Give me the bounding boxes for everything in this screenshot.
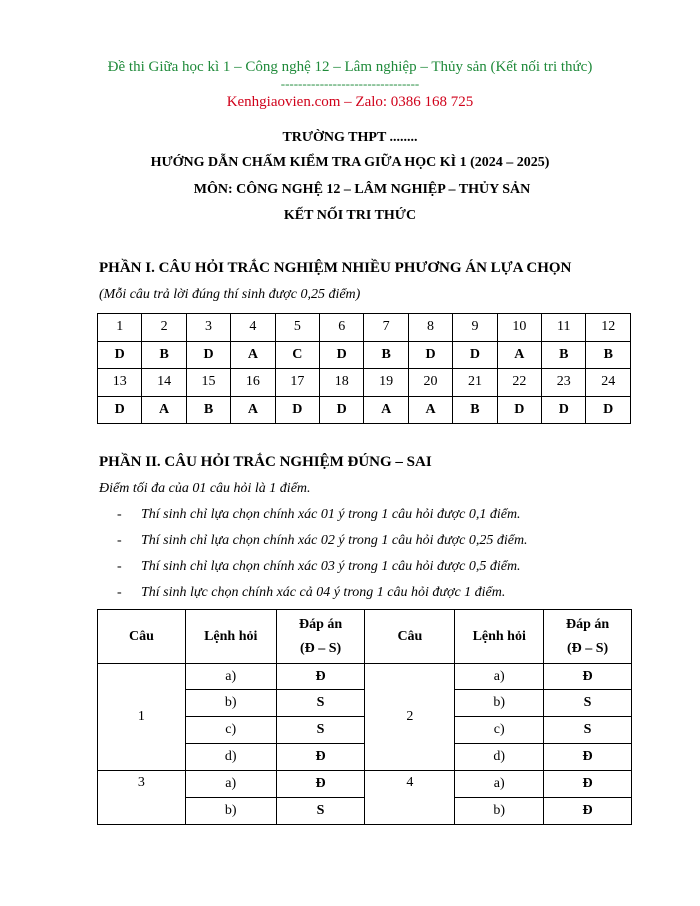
item-answer: S <box>276 798 365 825</box>
table-cell: 1 <box>98 314 142 342</box>
table-cell: D <box>586 396 631 424</box>
table-cell: D <box>98 396 142 424</box>
table-cell: D <box>320 341 364 369</box>
table-cell: 12 <box>586 314 631 342</box>
table-cell: 21 <box>453 369 497 397</box>
doc-header-title: Đề thi Giữa học kì 1 – Công nghệ 12 – Lâm nghiệp – Thủy sản (Kết nối tri thức) <box>107 59 593 75</box>
table-cell: 19 <box>364 369 408 397</box>
part2-answer-table <box>97 609 632 825</box>
item-label: b) <box>185 798 276 825</box>
table-cell: 13 <box>98 369 142 397</box>
item-label: a) <box>455 771 544 798</box>
question-number: 1 <box>98 664 186 771</box>
item-answer: Đ <box>544 744 632 771</box>
rule-item: Thí sinh chỉ lựa chọn chính xác 02 ý trong 1 câu hỏi được 0,25 điểm. <box>141 533 528 548</box>
table-cell: 15 <box>186 369 230 397</box>
table-row <box>98 396 631 424</box>
item-label: a) <box>185 664 276 690</box>
col-header-lenh-hoi: Lệnh hỏi <box>455 610 544 664</box>
guide-heading: HƯỚNG DẪN CHẤM KIỂM TRA GIỮA HỌC KÌ 1 (2024 – 2025) <box>150 155 550 170</box>
item-label: d) <box>455 744 544 771</box>
table-cell: 16 <box>231 369 275 397</box>
table-cell: 11 <box>542 314 586 342</box>
table-cell: 24 <box>586 369 631 397</box>
item-answer: S <box>544 717 632 744</box>
table-cell: B <box>586 341 631 369</box>
question-number: 3 <box>98 771 186 825</box>
item-label: b) <box>185 690 276 717</box>
dap-an-label: Đáp án <box>298 616 343 632</box>
table-cell: B <box>142 341 186 369</box>
table-header-row <box>98 610 632 664</box>
item-label: a) <box>455 664 544 690</box>
rule-bullet: - <box>117 533 122 548</box>
dap-an-sub: (Đ – S) <box>299 640 342 656</box>
item-label: d) <box>185 744 276 771</box>
table-cell: 22 <box>497 369 541 397</box>
table-cell: A <box>497 341 541 369</box>
item-answer: Đ <box>544 664 632 690</box>
item-answer: Đ <box>544 798 632 825</box>
item-label: c) <box>455 717 544 744</box>
item-label: c) <box>185 717 276 744</box>
table-cell: 7 <box>364 314 408 342</box>
table-cell: 3 <box>186 314 230 342</box>
table-cell: 8 <box>408 314 452 342</box>
part1-answer-table <box>97 313 631 424</box>
table-cell: D <box>408 341 452 369</box>
table-cell: 2 <box>142 314 186 342</box>
table-cell: D <box>275 396 319 424</box>
table-cell: A <box>142 396 186 424</box>
col-header-cau: Câu <box>98 610 186 664</box>
item-label: b) <box>455 798 544 825</box>
table-cell: C <box>275 341 319 369</box>
item-answer: Đ <box>276 664 365 690</box>
col-header-dap-an <box>276 610 365 664</box>
part2-note: Điểm tối đa của 01 câu hỏi là 1 điểm. <box>99 481 311 496</box>
rule-bullet: - <box>117 507 122 522</box>
table-cell: 23 <box>542 369 586 397</box>
part1-note: (Mỗi câu trả lời đúng thí sinh được 0,25 điểm) <box>99 287 361 302</box>
item-answer: S <box>276 690 365 717</box>
table-row <box>98 314 631 342</box>
question-number: 2 <box>365 664 455 771</box>
table-cell: 20 <box>408 369 452 397</box>
table-cell: D <box>453 341 497 369</box>
dap-an-sub: (Đ – S) <box>566 640 609 656</box>
table-cell: D <box>497 396 541 424</box>
col-header-dap-an <box>544 610 632 664</box>
item-answer: S <box>276 717 365 744</box>
item-answer: Đ <box>276 744 365 771</box>
table-row <box>98 664 632 690</box>
table-cell: 17 <box>275 369 319 397</box>
subject-line: MÔN: CÔNG NGHỆ 12 – LÂM NGHIỆP – THỦY SẢN <box>193 182 531 197</box>
item-label: a) <box>185 771 276 798</box>
table-cell: A <box>231 396 275 424</box>
school-name: TRƯỜNG THPT ........ <box>282 130 418 145</box>
table-cell: 14 <box>142 369 186 397</box>
table-row <box>98 369 631 397</box>
rule-item: Thí sinh lực chọn chính xác cả 04 ý trong 1 câu hỏi được 1 điểm. <box>141 585 506 600</box>
table-cell: A <box>364 396 408 424</box>
header-contact: Kenhgiaovien.com – Zalo: 0386 168 725 <box>226 94 474 110</box>
rule-item: Thí sinh chỉ lựa chọn chính xác 03 ý trong 1 câu hỏi được 0,5 điểm. <box>141 559 521 574</box>
table-cell: B <box>186 396 230 424</box>
table-cell: B <box>542 341 586 369</box>
question-number: 4 <box>365 771 455 825</box>
rule-bullet: - <box>117 559 122 574</box>
table-cell: B <box>364 341 408 369</box>
table-cell: B <box>453 396 497 424</box>
table-cell: A <box>231 341 275 369</box>
table-cell: D <box>542 396 586 424</box>
rule-item: Thí sinh chỉ lựa chọn chính xác 01 ý trong 1 câu hỏi được 0,1 điểm. <box>141 507 521 522</box>
part2-title: PHẦN II. CÂU HỎI TRẮC NGHIỆM ĐÚNG – SAI <box>99 454 432 470</box>
table-cell: 4 <box>231 314 275 342</box>
col-header-lenh-hoi: Lệnh hỏi <box>185 610 276 664</box>
table-cell: 18 <box>320 369 364 397</box>
table-row <box>98 771 632 798</box>
dap-an-label: Đáp án <box>565 616 610 632</box>
item-answer: Đ <box>276 771 365 798</box>
col-header-cau: Câu <box>365 610 455 664</box>
table-cell: 9 <box>453 314 497 342</box>
table-cell: 5 <box>275 314 319 342</box>
rule-bullet: - <box>117 585 122 600</box>
table-cell: D <box>320 396 364 424</box>
item-answer: Đ <box>544 771 632 798</box>
table-cell: D <box>186 341 230 369</box>
table-cell: 6 <box>320 314 364 342</box>
item-answer: S <box>544 690 632 717</box>
table-row <box>98 341 631 369</box>
item-label: b) <box>455 690 544 717</box>
table-cell: D <box>98 341 142 369</box>
header-divider: -------------------------------- <box>280 76 420 91</box>
series-line: KẾT NỐI TRI THỨC <box>283 208 417 223</box>
table-cell: 10 <box>497 314 541 342</box>
table-cell: A <box>408 396 452 424</box>
part1-title: PHẦN I. CÂU HỎI TRẮC NGHIỆM NHIỀU PHƯƠNG ÁN LỰA CHỌN <box>99 260 572 276</box>
